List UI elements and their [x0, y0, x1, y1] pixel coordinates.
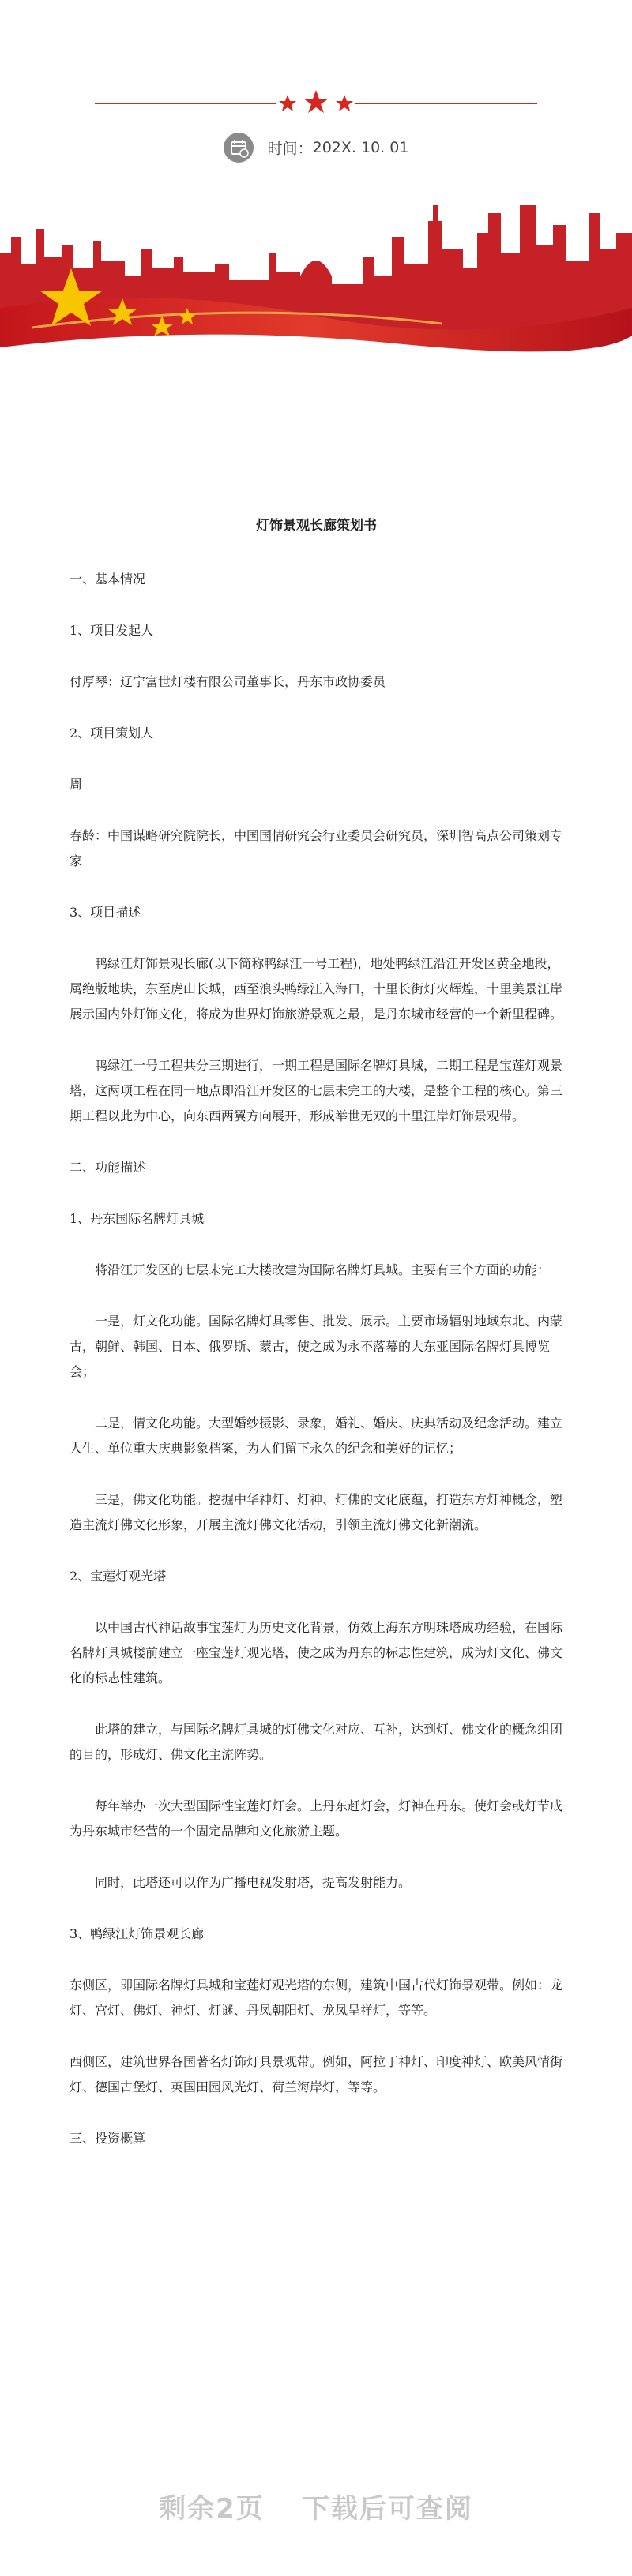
document-header [0, 0, 632, 371]
paragraph: 每年举办一次大型国际性宝莲灯灯会。上丹东赶灯会，灯神在丹东。使灯会或灯节成为丹东城市经营的一个固定品牌和文化旅游主题。 [70, 1798, 563, 1839]
star-icon [279, 95, 296, 111]
city-skyline-banner [0, 189, 632, 371]
section-heading: 2、项目策划人 [70, 726, 154, 741]
left-rule [95, 103, 276, 104]
paragraph: 一是，灯文化功能。国际名牌灯具零售、批发、展示。主要市场辐射地域东北、内蒙古，朝鲜、韩国、日本、俄罗斯、蒙古，使之成为永不落幕的大东亚国际名牌灯具博览会； [70, 1314, 563, 1379]
star-icon [303, 90, 329, 113]
paragraph: 春龄：中国谋略研究院院长，中国国情研究会行业委员会研究员，深圳智高点公司策划专家 [70, 828, 563, 868]
paragraph: 同时，此塔还可以作为广播电视发射塔，提高发射能力。 [95, 1875, 412, 1890]
right-rule [356, 103, 537, 104]
paragraph: 付厚琴：辽宁富世灯楼有限公司董事长，丹东市政协委员 [70, 674, 386, 689]
section-heading: 三、投资概算 [70, 2131, 146, 2146]
document-body [70, 513, 563, 2177]
paragraph: 鸭绿江一号工程共分三期进行，一期工程是国际名牌灯具城，二期工程是宝莲灯观景塔，这两项工程在同一地点即沿江开发区的七层未完工的大楼，是整个工程的核心。第三期工程以此为中心，向东西两翼方向展开，形成举世无双的十里江岸灯饰景观带。 [70, 1058, 563, 1123]
header-stars [0, 88, 632, 120]
section-heading: 1、项目发起人 [70, 623, 154, 638]
download-footer[interactable] [0, 2487, 632, 2525]
calendar-icon [224, 133, 254, 163]
date-value: 202X. 10. 01 [312, 139, 409, 156]
paragraph: 以中国古代神话故事宝莲灯为历史文化背景，仿效上海东方明珠塔成功经验，在国际名牌灯具城楼前建立一座宝莲灯观光塔，使之成为丹东的标志性建筑，成为灯文化、佛文化的标志性建筑。 [70, 1620, 563, 1685]
star-icon [336, 95, 353, 111]
section-heading: 3、项目描述 [70, 905, 141, 920]
paragraph: 东侧区，即国际名牌灯具城和宝莲灯观光塔的东侧，建筑中国古代灯饰景观带。例如：龙灯、宫灯、佛灯、神灯、灯谜、丹凤朝阳灯、龙凤呈祥灯，等等。 [70, 1978, 563, 2018]
section-heading: 3、鸭绿江灯饰景观长廊 [70, 1926, 205, 1941]
paragraph: 将沿江开发区的七层未完工大楼改建为国际名牌灯具城。主要有三个方面的功能： [95, 1262, 551, 1277]
paragraph: 三是，佛文化功能。挖掘中华神灯、灯神、灯佛的文化底蕴，打造东方灯神概念，塑造主流灯佛文化形象，开展主流灯佛文化活动，引领主流灯佛文化新潮流。 [70, 1492, 563, 1532]
paragraph: 二是，情文化功能。大型婚纱摄影、录象，婚礼、婚庆、庆典活动及纪念活动。建立人生、单位重大庆典影象档案，为人们留下永久的纪念和美好的记忆； [70, 1415, 563, 1456]
paragraph: 周 [70, 777, 83, 792]
paragraph: 此塔的建立，与国际名牌灯具城的灯佛文化对应、互补，达到灯、佛文化的概念组团的目的，形成灯、佛文化主流阵势。 [70, 1722, 563, 1762]
section-heading: 2、宝莲灯观光塔 [70, 1569, 167, 1584]
section-heading: 1、丹东国际名牌灯具城 [70, 1211, 205, 1226]
paragraph: 鸭绿江灯饰景观长廊(以下简称鸭绿江一号工程)，地处鸭绿江沿江开发区黄金地段，属绝版地块，东至虎山长城，西至浪头鸭绿江入海口，十里长街灯火辉煌，十里美景江岸展示国内外灯饰文化，将成为世界灯饰旅游景观之最，是丹东城市经营的一个新里程碑。 [70, 956, 563, 1022]
document-blocks [70, 567, 563, 2151]
remaining-pages-text: 剩余2页 [159, 2493, 265, 2525]
document-title: 灯饰景观长廊策划书 [256, 518, 377, 534]
section-heading: 二、功能描述 [70, 1160, 146, 1175]
paragraph: 西侧区，建筑世界各国著名灯饰灯具景观带。例如，阿拉丁神灯、印度神灯、欧美风情街灯、德国古堡灯、英国田园风光灯、荷兰海岸灯，等等。 [70, 2054, 563, 2094]
time-label: 时间： [267, 140, 313, 158]
section-heading: 一、基本情况 [70, 572, 146, 587]
download-to-view-link[interactable]: 下载后可查阅 [302, 2493, 473, 2525]
date-line [0, 133, 632, 163]
